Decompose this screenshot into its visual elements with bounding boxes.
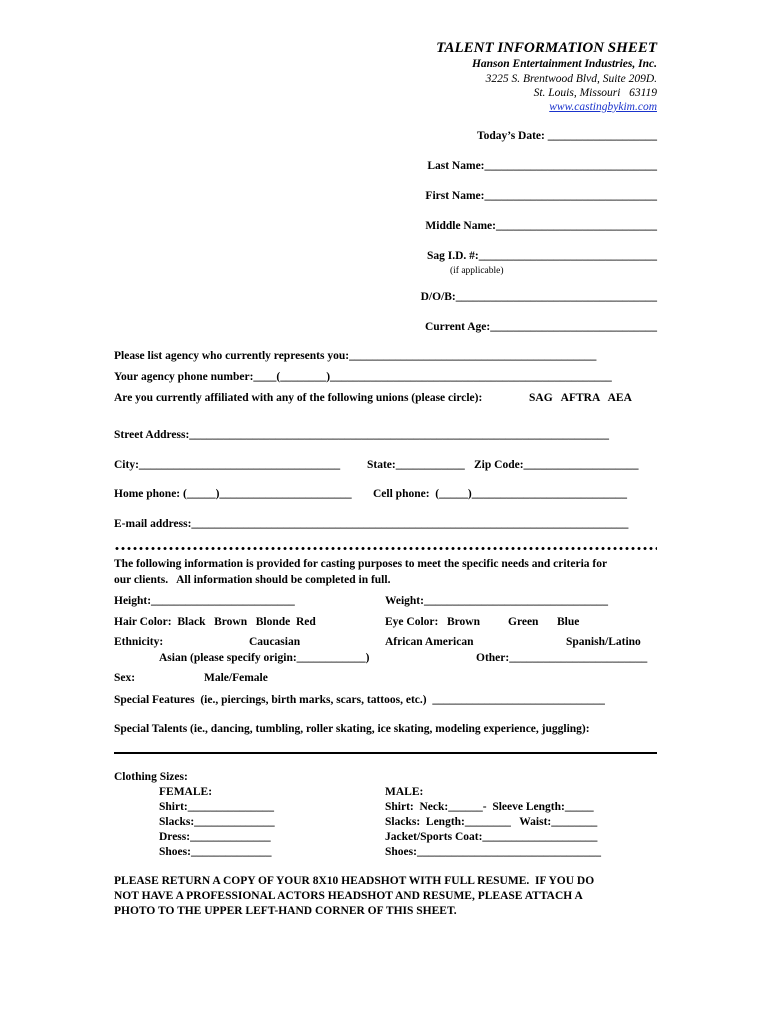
sag-id-note: (if applicable) [450,266,504,276]
last-name-field[interactable]: Last Name:______________________________ [427,160,657,172]
ethnicity-caucasian[interactable]: Caucasian [249,636,301,648]
state-field[interactable]: State:____________ [367,459,465,471]
cell-phone-field[interactable]: Cell phone: (_____)___________________________ [373,488,627,500]
height-field[interactable]: Height:_________________________ [114,595,295,607]
footer-instructions-line1: PLEASE RETURN A COPY OF YOUR 8X10 HEADSHOT WITH FULL RESUME. IF YOU DO [114,875,595,887]
male-shoes-field[interactable]: Shoes:________________________________ [385,846,601,858]
ethnicity-label: Ethnicity: [114,636,164,648]
footer-instructions-line3: PHOTO TO THE UPPER LEFT-HAND CORNER OF THIS SHEET. [114,905,457,917]
home-phone-field[interactable]: Home phone: (_____)_______________________ [114,488,352,500]
special-features-field[interactable]: Special Features (ie., piercings, birth marks, scars, tattoos, etc.) ______________________________ [114,694,605,706]
casting-intro-line1: The following information is provided for casting purposes to meet the specific needs and criteria for [114,558,608,570]
ethnicity-other-field[interactable]: Other:________________________ [476,652,648,664]
male-label: MALE: [385,786,424,798]
female-label: FEMALE: [159,786,213,798]
company-name: Hanson Entertainment Industries, Inc. [471,58,657,70]
company-address-line2: St. Louis, Missouri 63119 [533,87,657,99]
eye-color-blue[interactable]: Blue [557,616,580,628]
eye-color-label[interactable]: Eye Color: Brown [385,616,480,628]
special-talents-label: Special Talents (ie., dancing, tumbling, roller skating, ice skating, modeling experience, juggling): [114,723,590,735]
weight-field[interactable]: Weight:________________________________ [385,595,608,607]
female-shirt-field[interactable]: Shirt:_______________ [159,801,274,813]
footer-instructions-line2: NOT HAVE A PROFESSIONAL ACTORS HEADSHOT AND RESUME, PLEASE ATTACH A [114,890,583,902]
female-shoes-field[interactable]: Shoes:______________ [159,846,272,858]
page-title: TALENT INFORMATION SHEET [436,40,657,56]
agency-field[interactable]: Please list agency who currently represents you:___________________________________________ [114,350,597,362]
casting-intro-line2: our clients. All information should be completed in full. [114,574,391,586]
sex-options[interactable]: Male/Female [204,672,268,684]
middle-name-field[interactable]: Middle Name:____________________________ [425,220,657,232]
ethnicity-asian-field[interactable]: Asian (please specify origin:____________) [159,652,370,664]
hair-color-options[interactable]: Hair Color: Black Brown Blonde Red [114,616,316,628]
dob-field[interactable]: D/O/B:___________________________________ [420,291,657,303]
first-name-field[interactable]: First Name:______________________________ [425,190,657,202]
city-field[interactable]: City:___________________________________ [114,459,341,471]
female-dress-field[interactable]: Dress:______________ [159,831,271,843]
talents-answer-line[interactable] [114,752,657,754]
agency-phone-field[interactable]: Your agency phone number:____(________)_________________________________________________ [114,371,612,383]
male-shirt-field[interactable]: Shirt: Neck:______- Sleeve Length:_____ [385,801,594,813]
unions-question: Are you currently affiliated with any of the following unions (please circle): [114,392,483,404]
clothing-sizes-title: Clothing Sizes: [114,771,188,783]
website-link[interactable]: www.castingbykim.com [549,101,657,113]
todays-date-field[interactable]: Today’s Date: ___________________ [477,130,657,142]
company-address-line1: 3225 S. Brentwood Blvd, Suite 209D. [485,73,657,85]
male-slacks-field[interactable]: Slacks: Length:________ Waist:________ [385,816,598,828]
ethnicity-african-american[interactable]: African American [385,636,474,648]
ethnicity-spanish-latino[interactable]: Spanish/Latino [566,636,641,648]
sex-label: Sex: [114,672,136,684]
dotted-divider [114,546,657,551]
email-field[interactable]: E-mail address:____________________________________________________________________________ [114,518,629,530]
street-address-field[interactable]: Street Address:_________________________________________________________________________ [114,429,610,441]
current-age-field[interactable]: Current Age:_____________________________ [424,321,657,333]
zip-field[interactable]: Zip Code:____________________ [474,459,639,471]
male-jacket-field[interactable]: Jacket/Sports Coat:____________________ [385,831,598,843]
eye-color-green[interactable]: Green [508,616,539,628]
sag-id-field[interactable]: Sag I.D. #:_______________________________ [426,250,657,262]
female-slacks-field[interactable]: Slacks:______________ [159,816,275,828]
unions-options[interactable]: SAG AFTRA AEA [529,392,632,404]
